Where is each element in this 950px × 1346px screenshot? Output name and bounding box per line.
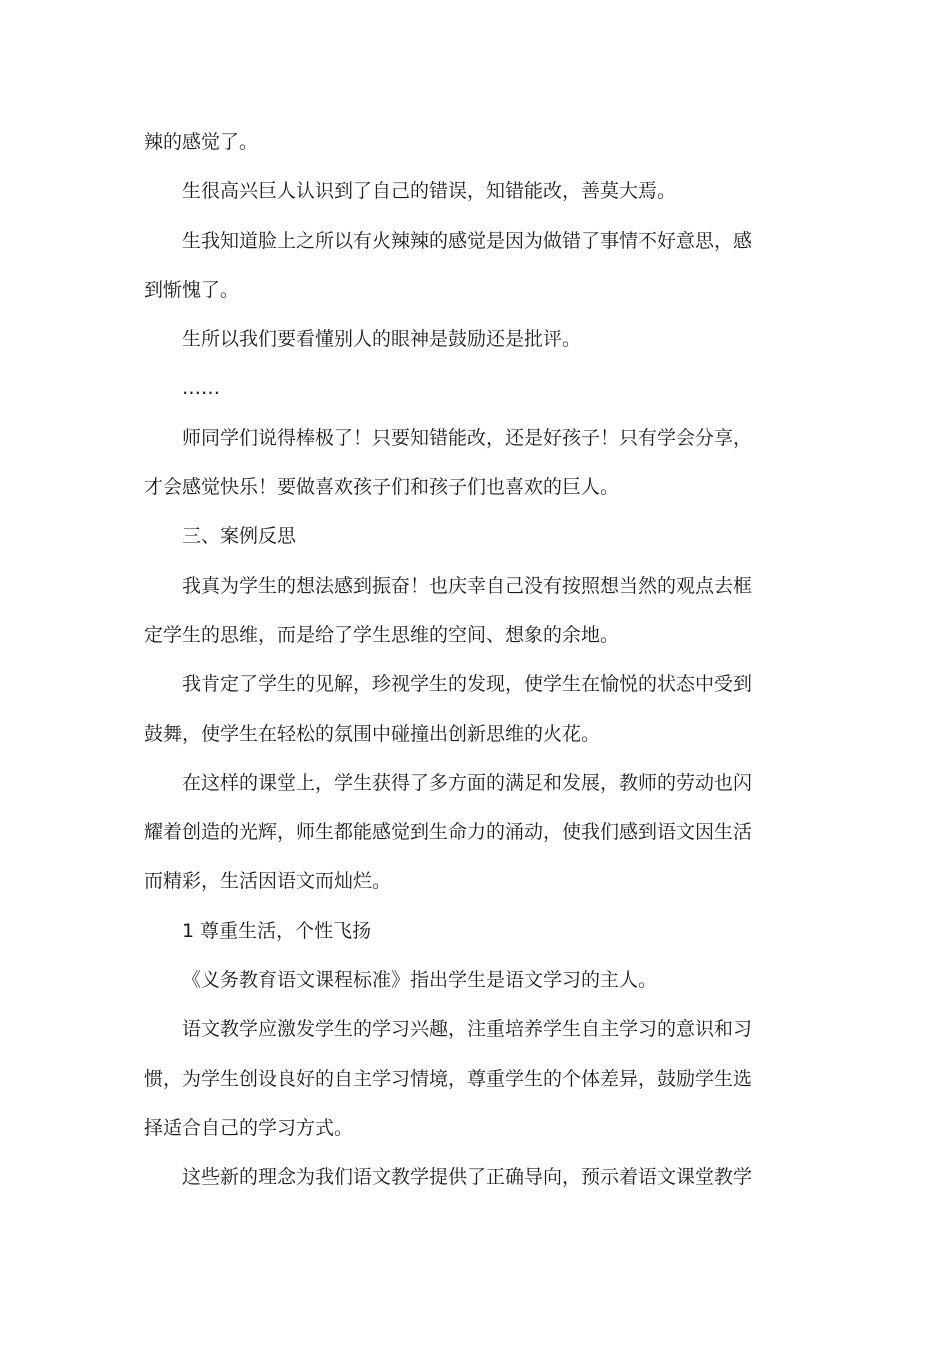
section-heading: 三、案例反思	[182, 525, 297, 548]
text-line: 择适合自己的学习方式。	[144, 1116, 354, 1139]
text-line: 而精彩，生活因语文而灿烂。	[144, 870, 392, 893]
text-line: 生很高兴巨人认识到了自己的错误，知错能改，善莫大焉。	[182, 180, 677, 203]
text-line: 惯，为学生创设良好的自主学习情境，尊重学生的个体差异，鼓励学生选	[144, 1067, 753, 1090]
text-line: 师同学们说得棒极了！只要知错能改，还是好孩子！只有学会分享，	[182, 426, 753, 449]
text-line: 才会感觉快乐！要做喜欢孩子们和孩子们也喜欢的巨人。	[144, 476, 620, 499]
text-line: 耀着创造的光辉，师生都能感觉到生命力的涌动，使我们感到语文因生活	[144, 821, 753, 844]
body-text	[144, 118, 764, 1203]
subsection-heading: 1 尊重生活，个性飞扬	[182, 919, 372, 942]
text-line: 辣的感觉了。	[144, 131, 259, 153]
text-line: 在这样的课堂上，学生获得了多方面的满足和发展，教师的劳动也闪	[182, 771, 753, 794]
text-line: 生所以我们要看懂别人的眼神是鼓励还是批评。	[182, 328, 582, 351]
text-line: 这些新的理念为我们语文教学提供了正确导向，预示着语文课堂教学	[182, 1166, 753, 1189]
text-line: 生我知道脸上之所以有火辣辣的感觉是因为做错了事情不好意思，感	[182, 229, 753, 252]
text-line: ……	[182, 377, 220, 400]
text-line: 语文教学应激发学生的学习兴趣，注重培养学生自主学习的意识和习	[182, 1018, 753, 1041]
text-line: 定学生的思维，而是给了学生思维的空间、想象的余地。	[144, 623, 620, 646]
text-line: 鼓舞，使学生在轻松的氛围中碰撞出创新思维的火花。	[144, 722, 601, 745]
text-line: 我肯定了学生的见解，珍视学生的发现，使学生在愉悦的状态中受到	[182, 673, 753, 696]
text-line: 我真为学生的想法感到振奋！也庆幸自己没有按照想当然的观点去框	[182, 574, 753, 597]
text-line: 到惭愧了。	[144, 278, 240, 301]
text-line: 《义务教育语文课程标准》指出学生是语文学习的主人。	[182, 969, 658, 992]
